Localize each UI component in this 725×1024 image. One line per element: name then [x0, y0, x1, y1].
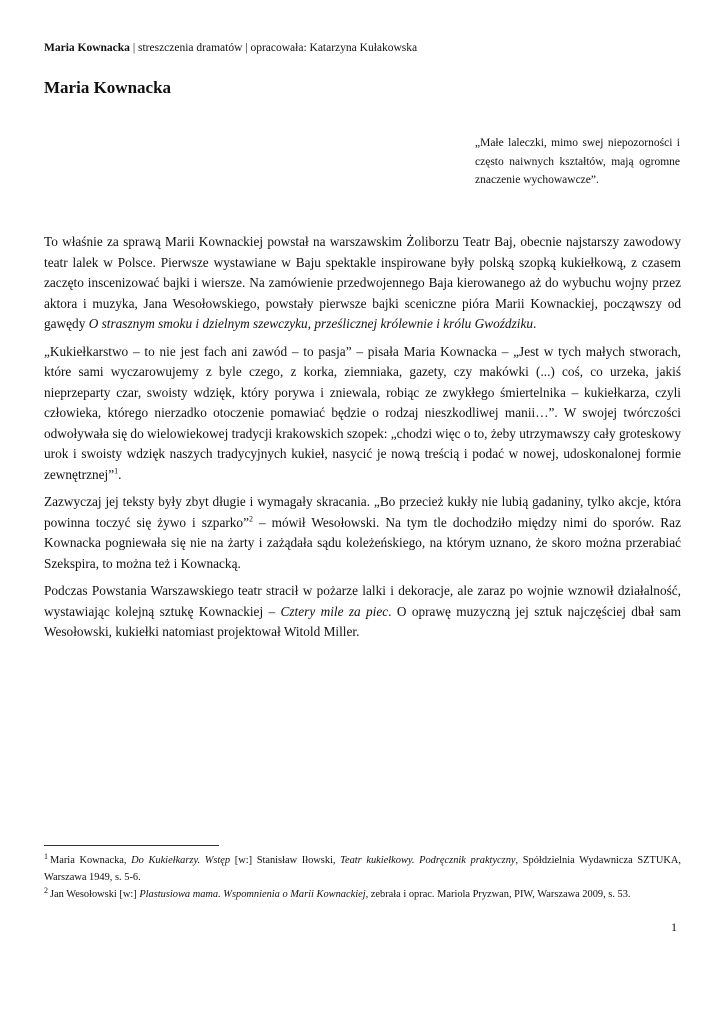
footnotes [44, 852, 681, 903]
page-title: Maria Kownacka [44, 78, 172, 97]
work-title: prześlicznej królewnie i królu Gwoździku [314, 316, 533, 331]
footnote-separator [44, 845, 219, 846]
paragraph-2: „Kukiełkarstwo – to nie jest fach ani zawód – to pasja” – pisała Maria Kownacka – „Jest w tych małych stworach, które sami wyczarowujemy z byle czego, z korka, ziemniaka, gazety, czy makówki (...) coś, co urzeka, jakiś nieprzeparty czar, swoisty wdzięk, który porywa i zniewala, robiąc ze zwykłego śmiertelnika – kukiełkarza, czyli człowieka, którego nierzadko otoczenie pomawiać będzie o rodzaj nieszkodliwej manii…”. W swojej twórczości odwoływała się do wielowiekowej tradycji krakowskich szopek: „chodzi więc o to, żeby utrzymawszy cały groteskowy urok i swoisty wdzięk naszych tradycyjnych kukieł, nasycić je nową treścią i podać w nowej, udoskonalonej formie zewnętrznej”$^1$. [44, 343, 681, 482]
work-title: Cztery mile za piec [280, 603, 389, 619]
footnote-number: 2 [44, 885, 48, 895]
paragraph-3: Zazwyczaj jej teksty były zbyt długie i wymagały skracania. „Bo przecież kukły nie lubią gadaniny, tylko akcje, która powinna toczyć się żywo i szparko”$^2$ – mówił Wesołowski. Na tym tle dochodziło między nimi do sporów. Raz Kownacka pogniewała się nie na żarty i zażądała sądu koleżeńskiego, na którym uznano, że skoro można przerabiać Szekspira, to można też i Kownacką. [44, 494, 681, 571]
footnote-ref-1[interactable]: 1 [114, 466, 119, 476]
footnote-number: 1 [44, 851, 48, 861]
epigraph-quote: „Małe laleczki, mimo swej niepozorności i często naiwnych kształtów, mają ogromne znaczenie wychowawcze”. [475, 137, 680, 186]
footnote-ref-2[interactable]: 2 [248, 514, 253, 524]
page-number: 1 [671, 920, 677, 934]
paragraph-4: Podczas Powstania Warszawskiego teatr stracił w pożarze lalki i dekoracje, ale zaraz po wojnie wznowił działalność, wystawiając kolejną sztukę Kownackiej – Cztery mile za piec. O oprawę muzyczną jej sztuk najczęściej dbał sam Wesołowski, kukiełki natomiast projektował Witold Miller. [44, 583, 681, 639]
paragraph-1: To właśnie za sprawą Marii Kownackiej powstał na warszawskim Żoliborzu Teatr Baj, obecnie najstarszy zawodowy teatr lalek w Polsce. Pierwsze wystawiane w Baju spektakle inspirowane były polską szopką kukiełkową, z czasem zaczęto inscenizować bajki i wiersze. Na zamówienie przedwojennego Baja kierowanego aż do wybuchu wojny przez aktora i muzyka, Jana Wesołowskiego, powstały pierwsze bajki sceniczne pióra Marii Kownackiej, począwszy od gawędy O strasznym smoku i dzielnym szewczyku, prześlicznej królewnie i królu Gwoździku. [44, 234, 681, 331]
footnote-2: $^2$ Jan Wesołowski [w:] Plastusiowa mama. Wspomnienia o Marii Kownackiej, zebrała i oprac. Mariola Pryzwan, PIW, Warszawa 2009, s. 53. [44, 885, 631, 900]
running-header [44, 42, 417, 54]
footnote-1: $^1$ Maria Kownacka, Do Kukiełkarzy. Wstęp [w:] Stanisław Iłowski, Teatr kukiełkowy. Podręcznik praktyczny, Spółdzielnia Wydawnicza SZTUKA, Warszawa 1949, s. 5-6. [44, 851, 681, 883]
work-title: O strasznym smoku i dzielnym szewczyku [88, 316, 308, 331]
body-text [44, 232, 681, 650]
header-subtitle: | streszczenia dramatów | opracowała: Katarzyna Kułakowska [129, 42, 418, 54]
header-author: Maria Kownacka [44, 42, 130, 54]
